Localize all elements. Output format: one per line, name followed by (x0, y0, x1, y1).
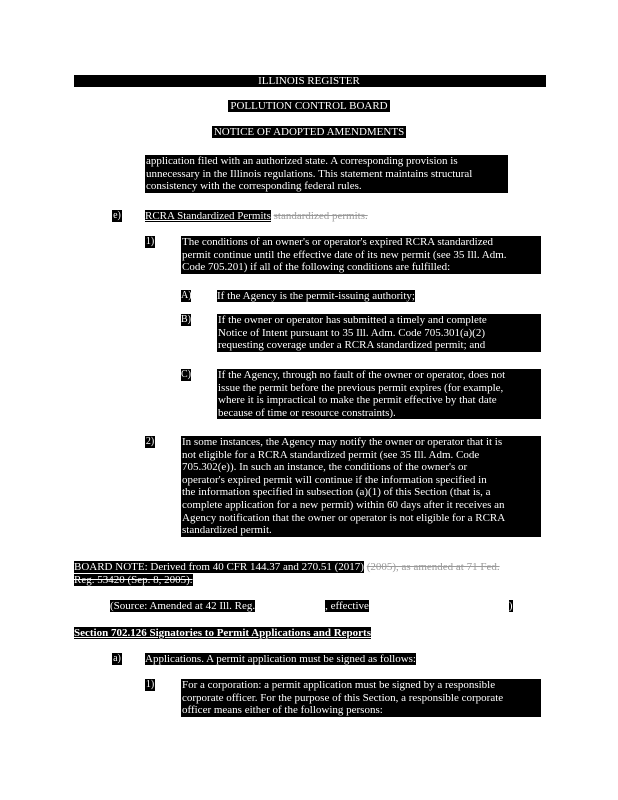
text-line: If the owner or operator has submitted a timely and complete (218, 314, 487, 326)
item-2-text (181, 436, 541, 537)
text-line: because of time or resource constraints). (218, 406, 396, 419)
intro-line: consistency with the corresponding federal rules. (146, 180, 362, 193)
text-line: If the Agency, through no fault of the owner or operator, does not (218, 369, 506, 381)
intro-line: application filed with an authorized state. A corresponding provision is (146, 155, 458, 167)
board-note-line-2 (74, 574, 193, 586)
text-line: Agency notification that the owner or operator is not eligible for a RCRA (182, 511, 506, 524)
intro-paragraph (145, 155, 508, 193)
source-prefix: (Source: Amended at 42 Ill. Reg. (110, 600, 256, 612)
item-A-label: A) (181, 290, 192, 301)
text-line: Code 705.201) if all of the following conditions are fulfilled: (182, 261, 451, 274)
board-note-struck: (2005), as amended at 71 Fed. (366, 561, 500, 573)
item-C-text (217, 369, 541, 419)
item-C-label: C) (181, 369, 191, 380)
text-line: standardized permit. (182, 524, 272, 537)
item-a1-text (181, 679, 541, 717)
item-e-struck: standardized permits. (273, 210, 368, 222)
item-B-label: B) (181, 314, 191, 325)
text-line: complete application for a new permit) within 60 days after it receives an (182, 498, 505, 511)
item-A-text (217, 290, 415, 302)
text-line: not eligible for a RCRA standardized permit (see 35 Ill. Adm. Code (182, 448, 480, 461)
text-line: operator's expired permit will continue if the information specified in (182, 473, 487, 486)
item-A-sentence: If the Agency is the permit-issuing authority; (217, 290, 415, 302)
text-line: permit continue until the effective date of its new permit (see 35 Ill. Adm. (182, 248, 507, 261)
text-line: In some instances, the Agency may notify the owner or operator that it is (182, 436, 503, 448)
source-line (110, 600, 513, 612)
item-a-label: a) (113, 653, 121, 664)
text-line: officer means either of the following persons: (182, 704, 383, 717)
notice-title: NOTICE OF ADOPTED AMENDMENTS (213, 126, 405, 138)
register-header (0, 75, 618, 87)
text-line: requesting coverage under a RCRA standardized permit; and (218, 339, 486, 352)
item-a1-label: 1) (145, 679, 155, 690)
intro-line: unnecessary in the Illinois regulations. This statement maintains structural (146, 167, 473, 180)
text-line: issue the permit before the previous permit expires (for example, (218, 381, 504, 394)
board-note-text: BOARD NOTE: Derived from 40 CFR 144.37 and 270.51 (2017) (74, 561, 364, 573)
item-e-heading (145, 210, 368, 222)
section-title: Section 702.126 Signatories to Permit Applications and Reports (74, 627, 371, 639)
item-e-title: RCRA Standardized Permits (145, 210, 271, 222)
source-suffix: ) (508, 600, 513, 612)
item-e1-text (181, 236, 541, 274)
text-line: 705.302(e)). In such an instance, the conditions of the owner's or (182, 461, 468, 474)
text-line: corporate officer. For the purpose of this Section, a responsible corporate (182, 691, 504, 704)
board-note-line-1 (74, 561, 500, 573)
item-a-sentence: Applications. A permit application must be signed as follows: (145, 653, 416, 665)
item-B-text (217, 314, 541, 352)
item-e1-label: 1) (145, 236, 155, 247)
text-line: the information specified in subsection (a)(1) of this Section (that is, a (182, 486, 491, 499)
source-effective: , effective (325, 600, 369, 612)
item-a-text (145, 653, 416, 665)
item-e-label: e) (113, 210, 121, 221)
text-line: The conditions of an owner's or operator's expired RCRA standardized (182, 236, 493, 248)
board-title: POLLUTION CONTROL BOARD (230, 100, 388, 112)
notice-header (0, 126, 618, 138)
text-line: Notice of Intent pursuant to 35 Ill. Adm. Code 705.301(a)(2) (218, 326, 486, 339)
text-line: where it is impractical to make the permit effective by that date (218, 394, 497, 407)
text-line: For a corporation: a permit application must be signed by a responsible (182, 679, 496, 691)
board-note-citation: Reg. 53420 (Sep. 8, 2005). (74, 574, 193, 586)
board-header (0, 100, 618, 112)
register-title: ILLINOIS REGISTER (258, 75, 360, 87)
item-2-label: 2) (145, 436, 155, 447)
section-heading (74, 627, 371, 639)
